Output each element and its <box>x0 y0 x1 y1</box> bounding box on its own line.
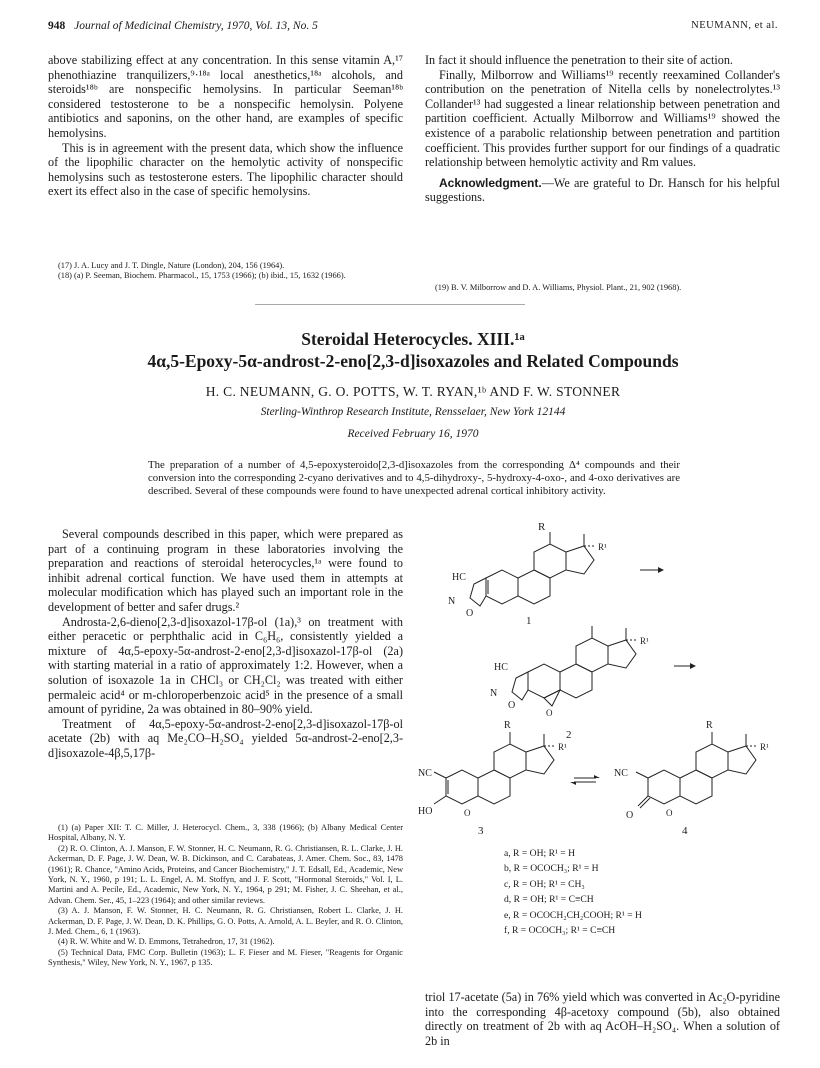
footnote-4: (4) R. W. White and W. D. Emmons, Tetrahedron, 17, 31 (1962). <box>58 937 275 947</box>
page-number: 948 <box>48 20 66 32</box>
prev-article-left-references <box>48 261 403 282</box>
scheme-label-R1-4: R¹ <box>760 742 769 752</box>
scheme-label-HO-3: HO <box>418 806 433 817</box>
scheme-label-R1: R¹ <box>598 542 607 552</box>
compound-label-4: 4 <box>682 825 688 837</box>
legend-entry-c: c, R = OH; R¹ = CH₃ <box>504 878 585 890</box>
running-header <box>48 20 778 36</box>
legend-entry-a: a, R = OH; R¹ = H <box>504 848 575 859</box>
reaction-scheme <box>418 520 788 844</box>
compound-2-structure <box>512 626 638 706</box>
prev-article-right-column <box>425 53 780 205</box>
paragraph: In fact it should influence the penetration to their site of action. <box>425 53 733 67</box>
paragraph: triol 17-acetate (5a) in 76% yield which was converted in Ac₂O-pyridine into the corresponding 4β-acetoxy compound (5b), also obtained directly on treatment of 2b with aq AcOH–H₂SO₄. When a solution of 2b in <box>425 990 780 1048</box>
compound-3-structure <box>434 732 556 804</box>
scheme-label-O: O <box>466 608 474 619</box>
reference-18: (18) (a) P. Seeman, Biochem. Pharmacol., 15, 1753 (1966); (b) ibid., 15, 1632 (1966). <box>58 271 346 281</box>
scheme-label-N-2: N <box>490 688 498 699</box>
article-abstract: The preparation of a number of 4,5-epoxysteroido[2,3-d]isoxazoles from the corresponding Δ⁴ compounds and their conversion into the corresponding 2-cyano derivatives and to 4,5-dihydroxy-, 5-hydroxy-4-oxo-, and 4-oxo derivatives are described. Several of these compounds were found to have unexpected adrenal cortical inhibitory activity. <box>148 459 680 497</box>
compound-1-structure <box>470 532 596 606</box>
paragraph: This is in agreement with the present data, which show the influence of the lipophilic character on the hemolytic activity of nonspecific hemolysins such as testosterone esters. The lipophilic character should exert its effect also in the case of specific hemolysins. <box>48 140 403 199</box>
prev-article-left-column <box>48 53 403 199</box>
prev-article-right-references <box>425 283 780 293</box>
paragraph: Treatment of 4α,5-epoxy-5α-androst-2-eno[2,3-d]isoxazol-17β-ol acetate (2b) with aq Me₂CO–H₂SO₄ yielded 5α-androst-2-eno[2,3-d]isoxazole-4β,5,17β- <box>48 716 403 760</box>
scheme-label-HC-2: HC <box>494 662 508 673</box>
article-received-date: Received February 16, 1970 <box>347 428 479 440</box>
legend-entry-e: e, R = OCOCH₂CH₂COOH; R¹ = H <box>504 909 642 921</box>
running-head-authors: NEUMANN, et al. <box>691 20 778 31</box>
scheme-label-oxo-O-4: O <box>626 810 634 821</box>
article-body-left-column <box>48 527 403 761</box>
article-title-line-1: Steroidal Heterocycles. XIII.¹ᵃ <box>301 329 525 349</box>
legend-entry-d: d, R = OH; R¹ = C≡CH <box>504 894 594 906</box>
footnote-1: (1) (a) Paper XII: T. C. Miller, J. Heterocycl. Chem., 3, 338 (1966); (b) Albany Medical Center Hospital, Albany, N. Y. <box>48 823 403 843</box>
legend-entry-f: f, R = OCOCH₃; R¹ = C≡CH <box>504 925 616 937</box>
article-authors: H. C. NEUMANN, G. O. POTTS, W. T. RYAN,¹ᵇ AND F. W. STONNER <box>205 384 621 399</box>
legend-entry-b: b, R = OCOCH₃; R¹ = H <box>504 863 599 875</box>
scheme-label-N: N <box>448 596 456 607</box>
scheme-label-epoxide-O: O <box>546 708 553 718</box>
scheme-legend <box>504 846 704 938</box>
scheme-label-R1-3: R¹ <box>558 742 567 752</box>
reference-17: (17) J. A. Lucy and J. T. Dingle, Nature (London), 204, 156 (1964). <box>58 261 285 270</box>
compound-label-2: 2 <box>566 729 572 741</box>
compound-label-1: 1 <box>526 615 532 627</box>
paragraph: Androsta-2,6-dieno[2,3-d]isoxazol-17β-ol (1a),³ on treatment with either peracetic or perphthalic acid in C₆H₆, consistently yielded a mixture of 4α,5-epoxy-5α-androst-2-eno[2,3-d]isoxazol-17β-ol (2a) with starting material in a ratio of approximately 1:2. However, when a solution of isoxazole 1a in CHCl₃ or CH₂Cl₂ was treated with either permaleic acid⁴ or m-chloroperbenzoic acid⁵ in the presence of a small amount of pyridine, 2a was obtained in 80–90% yield. <box>48 614 403 717</box>
scheme-label-R-4: R <box>706 720 713 731</box>
paragraph: above stabilizing effect at any concentration. In this sense vitamin A,¹⁷ phenothiazine tranquilizers,⁹·¹⁸ᵃ local anesthetics,¹⁸ᵃ alcohols, and steroids¹⁸ᵇ are nonspecific hemolysins. In particular Seeman¹⁸ᵇ considered testosterone to be a nonspecific hemolysin. Polyene antibiotics and saponins, on the other hand, are examples of specific hemolysins. <box>48 53 403 140</box>
article-body-right-column <box>425 990 780 1048</box>
paragraph: Several compounds described in this paper, which were prepared as part of a continuing program in these laboratories involving the preparation and reactions of steroidal heterocycles,¹ᵃ were found to inhibit adrenal cortical function. We have used them in attempts at molecular modification which has played such an important role in the development of better and safer drugs.² <box>48 527 403 614</box>
scheme-label-O-4: O <box>666 808 673 818</box>
scheme-label-R1-2: R¹ <box>640 636 649 646</box>
scheme-label-HC: HC <box>452 572 466 583</box>
scheme-label-NC-4: NC <box>614 768 628 779</box>
scheme-label-NC-3: NC <box>418 768 432 779</box>
scheme-label-R: R <box>538 521 546 533</box>
scheme-label-O-3: O <box>464 808 471 818</box>
compound-4-structure <box>636 732 758 808</box>
scheme-label-O-2: O <box>508 700 516 711</box>
acknowledgment <box>425 176 780 205</box>
article-title-line-2: 4α,5-Epoxy-5α-androst-2-eno[2,3-d]isoxazoles and Related Compounds <box>147 351 679 371</box>
reference-19: (19) B. V. Milborrow and D. A. Williams, Physiol. Plant., 21, 902 (1968). <box>435 283 682 292</box>
article-institution: Sterling-Winthrop Research Institute, Rensselaer, New York 12144 <box>260 406 566 418</box>
scheme-label-R-3: R <box>504 720 511 731</box>
compound-label-3: 3 <box>478 825 484 837</box>
article-separator-rule <box>255 304 525 305</box>
footnote-5: (5) Technical Data, FMC Corp. Bulletin (1963); L. F. Fieser and M. Fieser, "Reagents for Organic Synthesis," Wiley, New York, N. Y., 1967, p 135. <box>48 947 403 968</box>
footnote-2: (2) R. O. Clinton, A. J. Manson, F. W. Stonner, H. C. Neumann, R. G. Christiansen, R. L. Clarke, J. H. Ackerman, D. F. Page, J. W. Dean, W. B. Dickinson, and C. Carabateas, J. Amer. Chem. Soc., 83, 1478 (1961); R. Chance, "Amino Acids, Proteins, and Cancer Biochemistry," J. T. Edsall, Ed., Academic, New York, N. Y., 1960, p 191; L. L. Engel, A. M. Stoffyn, and J. F. Scott, "Hormonal Steroids," Vol. I, L. Martini and A. Pecile, Ed., Academic, New York, N. Y., 1964, p 291; M. Fisher, J. C. Sheehan, et al., Advan. Chem. Ser., 45, 1–223 (1964); and other similar reviews. <box>48 843 403 905</box>
acknowledgment-text: —We are grateful to Dr. Hansch for his helpful suggestions. <box>425 175 780 205</box>
paragraph: Finally, Milborrow and Williams¹⁹ recently reexamined Collander's contribution on the penetration of Nitella cells by nonelectrolytes.¹³ Collander¹³ had suggested a linear relationship between penetration and partition coefficient. Actually Milborrow and Williams¹⁹ showed the existence of a parabolic relationship between penetration and partition coefficient. This provides further support for our findings of a quadratic relationship between hemolytic activity and Rm values. <box>425 67 780 170</box>
acknowledgment-heading: Acknowledgment. <box>439 175 542 190</box>
journal-citation: Journal of Medicinal Chemistry, 1970, Vol. 13, No. 5 <box>74 20 318 32</box>
article-footnotes <box>48 823 403 969</box>
footnote-3: (3) A. J. Manson, F. W. Stonner, H. C. Neumann, R. G. Christiansen, Robert L. Clarke, J. H. Ackerman, D. F. Page, J. W. Dean, D. K. Phillips, G. O. Potts, A. Arnold, A. L. Beyler, and R. O. Clinton, J. Med. Chem., 6, 1 (1963). <box>48 906 403 937</box>
